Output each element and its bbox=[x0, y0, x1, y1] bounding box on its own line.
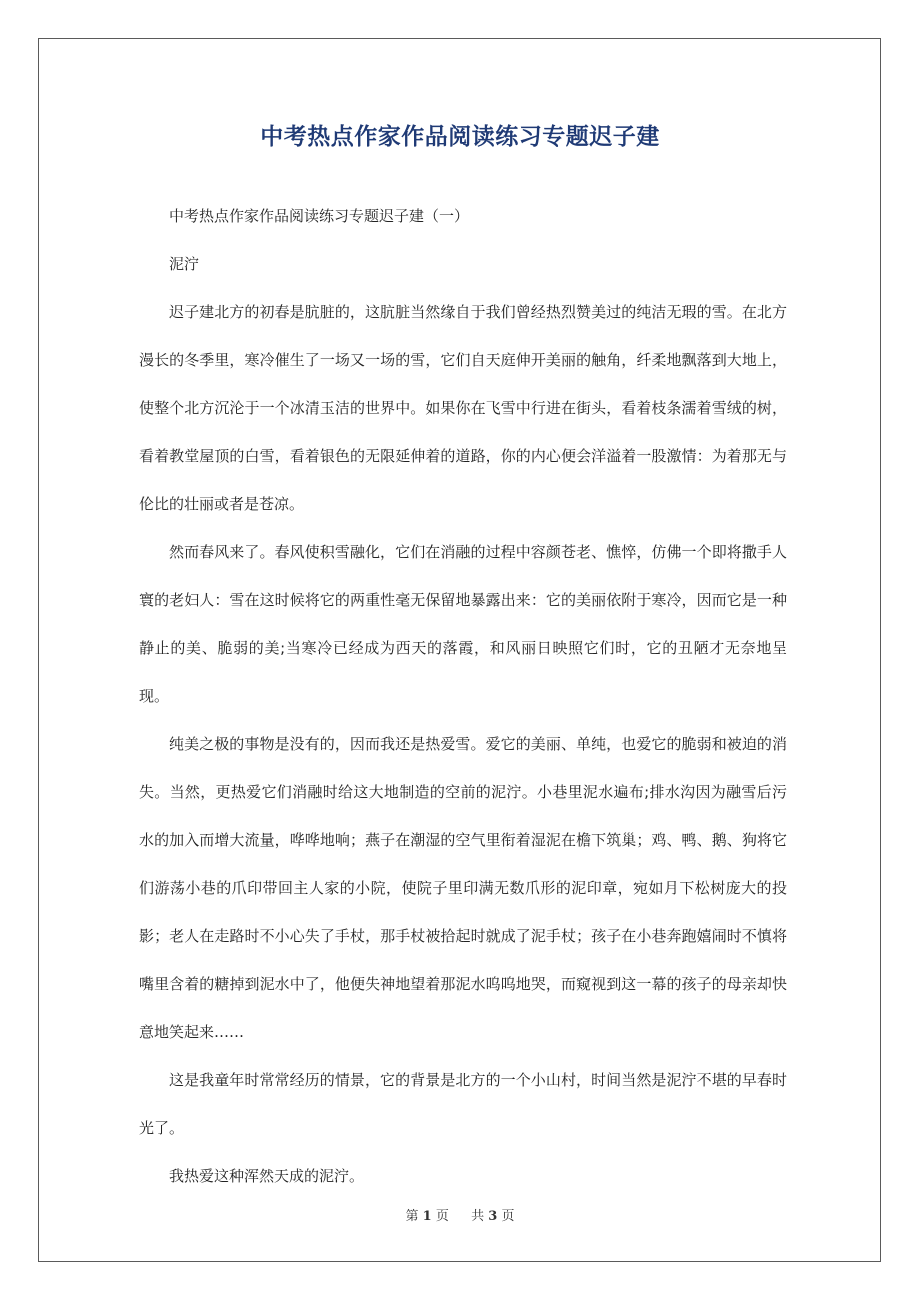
body-paragraph: 我热爱这种浑然天成的泥泞。 bbox=[169, 1167, 365, 1185]
page-label-prefix: 第 bbox=[405, 1209, 419, 1224]
essay-title: 泥泞 bbox=[169, 255, 200, 273]
total-label-prefix: 共 bbox=[471, 1209, 485, 1224]
page-label-suffix: 页 bbox=[435, 1209, 449, 1224]
current-page-number: 1 bbox=[422, 1209, 432, 1224]
document-body bbox=[139, 192, 787, 1200]
body-paragraph: 迟子建北方的初春是肮脏的，这肮脏当然缘自于我们曾经热烈赞美过的纯洁无瑕的雪。在北方漫长的冬季里，寒冷催生了一场又一场的雪，它们自天庭伸开美丽的触角，纤柔地飘落到大地上，使整个北方沉沦于一个冰清玉洁的世界中。如果你在飞雪中行进在街头，看着枝条濡着雪绒的树，看着教堂屋顶的白雪，看着银色的无限延伸着的道路，你的内心便会洋溢着一股激情：为着那无与伦比的壮丽或者是苍凉。 bbox=[139, 303, 787, 513]
document-title: 中考热点作家作品阅读练习专题迟子建 bbox=[260, 124, 660, 150]
total-page-number: 3 bbox=[488, 1209, 498, 1224]
body-paragraph: 然而春风来了。春风使积雪融化，它们在消融的过程中容颜苍老、憔悴，仿佛一个即将撒手人寰的老妇人：雪在这时候将它的两重性毫无保留地暴露出来：它的美丽依附于寒冷，因而它是一种静止的美、脆弱的美;当寒冷已经成为西天的落霞，和风丽日映照它们时，它的丑陋才无奈地呈现。 bbox=[139, 543, 787, 705]
subtitle-paragraph: 中考热点作家作品阅读练习专题迟子建（一） bbox=[169, 207, 470, 225]
total-label-suffix: 页 bbox=[501, 1209, 515, 1224]
body-paragraph: 这是我童年时常常经历的情景，它的背景是北方的一个小山村，时间当然是泥泞不堪的早春时光了。 bbox=[139, 1071, 787, 1137]
body-paragraph: 纯美之极的事物是没有的，因而我还是热爱雪。爱它的美丽、单纯，也爱它的脆弱和被迫的消失。当然，更热爱它们消融时给这大地制造的空前的泥泞。小巷里泥水遍布;排水沟因为融雪后污水的加入而增大流量，哗哗地响；燕子在潮湿的空气里衔着湿泥在檐下筑巢；鸡、鸭、鹅、狗将它们游荡小巷的爪印带回主人家的小院，使院子里印满无数爪形的泥印章，宛如月下松树庞大的投影；老人在走路时不小心失了手杖，那手杖被拾起时就成了泥手杖；孩子在小巷奔跑嬉闹时不慎将嘴里含着的糖掉到泥水中了，他便失神地望着那泥水呜呜地哭，而窥视到这一幕的孩子的母亲却快意地笑起来…… bbox=[139, 735, 787, 1041]
page-footer bbox=[0, 1205, 920, 1224]
